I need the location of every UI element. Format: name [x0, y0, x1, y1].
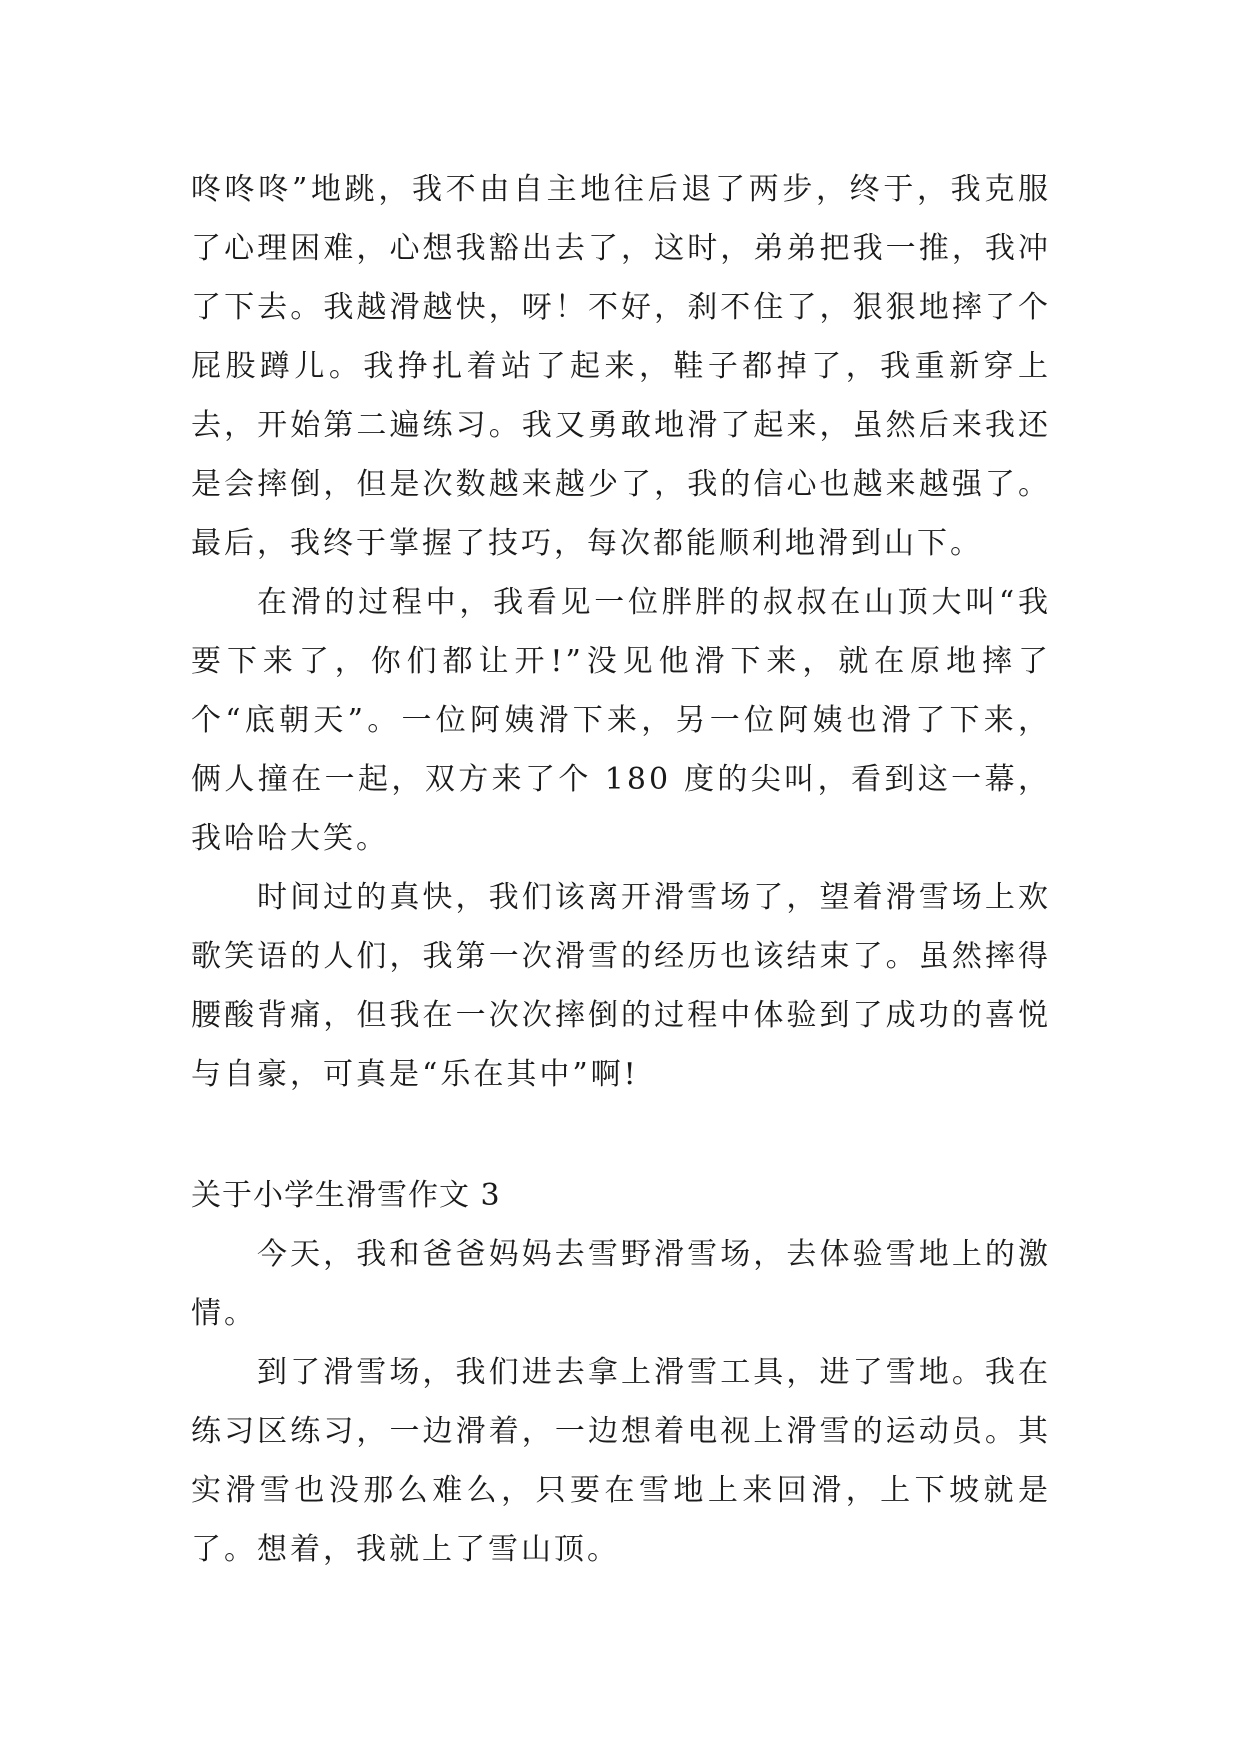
paragraph-arrival: 到了滑雪场，我们进去拿上滑雪工具，进了雪地。我在练习区练习，一边滑着，一边想着电视上滑雪的运动员。其实滑雪也没那么难么，只要在雪地上来回滑，上下坡就是了。想着，我就上了雪山顶。 — [191, 1355, 1051, 1567]
essay-2-continuation — [191, 160, 1051, 1104]
section-spacer — [191, 1104, 1051, 1166]
paragraph-funny-falls: 在滑的过程中，我看见一位胖胖的叔叔在山顶大叫“我要下来了，你们都让开!”没见他滑下来，就在原地摔了个“底朝天”。一位阿姨滑下来，另一位阿姨也滑了下来，俩人撞在一起，双方来了个 180 度的尖叫，看到这一幕，我哈哈大笑。 — [191, 585, 1051, 856]
paragraph-intro: 今天，我和爸爸妈妈去雪野滑雪场，去体验雪地上的激情。 — [191, 1237, 1051, 1331]
document-page — [191, 160, 1051, 1579]
essay-3-title: 关于小学生滑雪作文 3 — [191, 1178, 501, 1213]
essay-3-body — [191, 1225, 1051, 1579]
paragraph-conclusion: 时间过的真快，我们该离开滑雪场了，望着滑雪场上欢歌笑语的人们，我第一次滑雪的经历也该结束了。虽然摔得腰酸背痛，但我在一次次摔倒的过程中体验到了成功的喜悦与自豪，可真是“乐在其中”啊! — [191, 880, 1051, 1092]
paragraph-skiing-practice: 咚咚咚”地跳，我不由自主地往后退了两步，终于，我克服了心理困难，心想我豁出去了，这时，弟弟把我一推，我冲了下去。我越滑越快，呀！不好，刹不住了，狠狠地摔了个屁股蹲儿。我挣扎着站了起来，鞋子都掉了，我重新穿上去，开始第二遍练习。我又勇敢地滑了起来，虽然后来我还是会摔倒，但是次数越来越少了，我的信心也越来越强了。最后，我终于掌握了技巧，每次都能顺利地滑到山下。 — [191, 172, 1051, 561]
